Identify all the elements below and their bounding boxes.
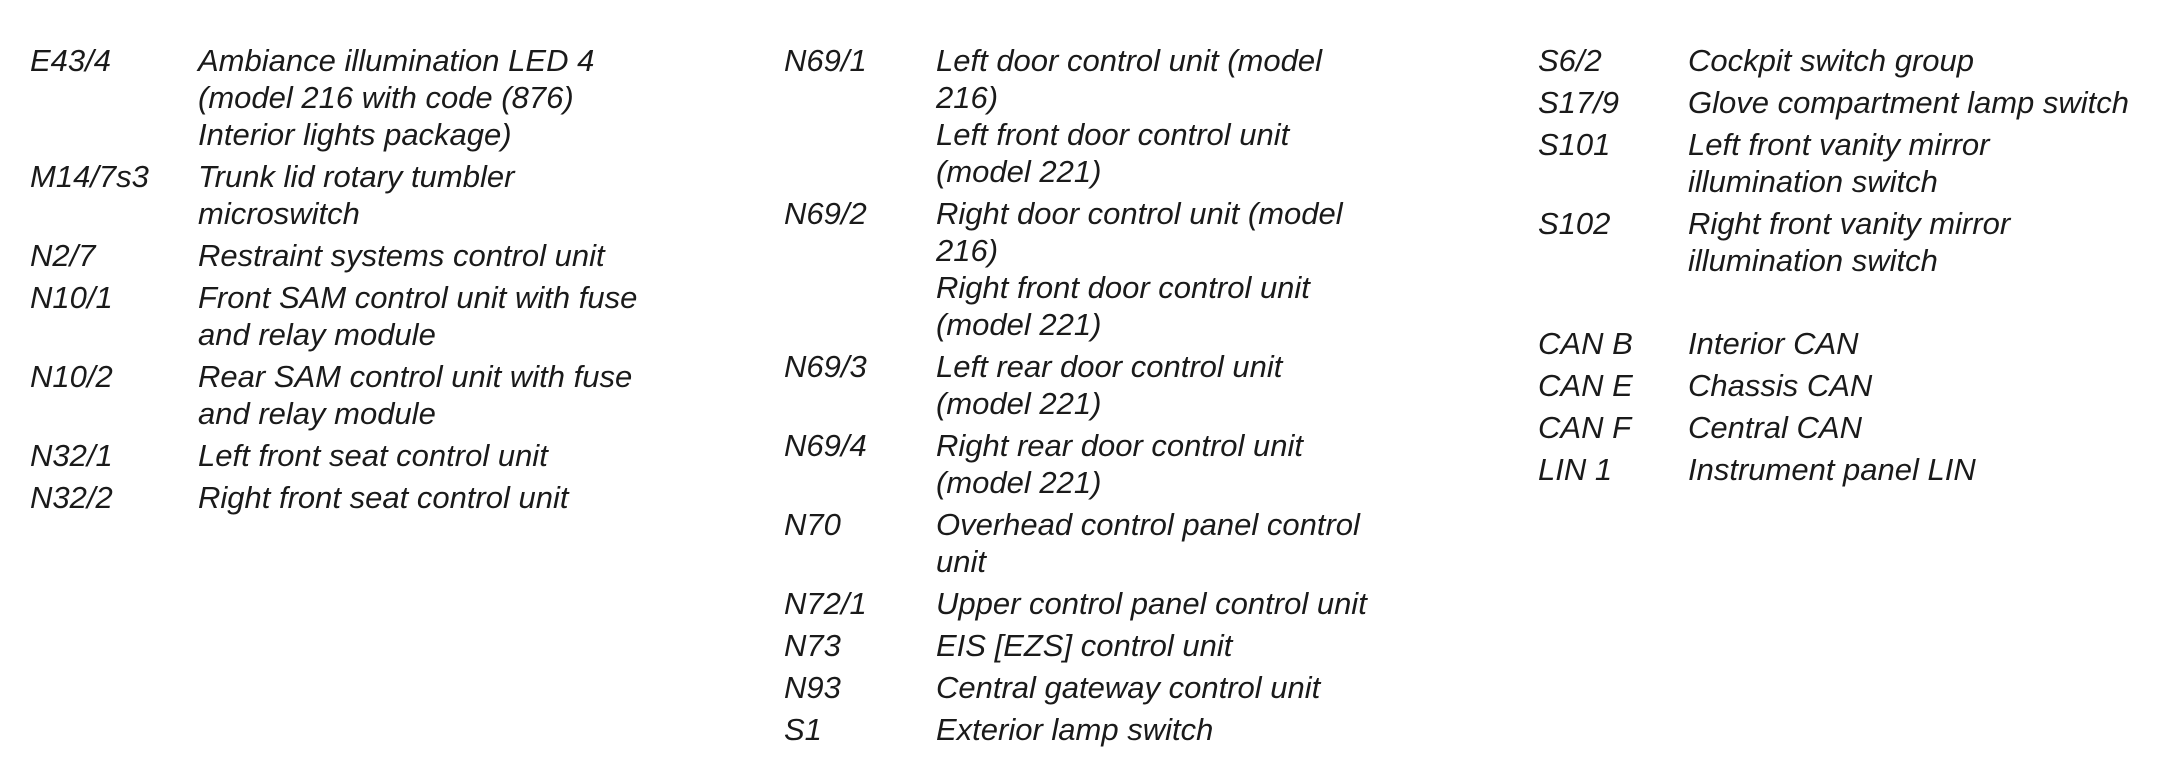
- description-line: Right door control unit (model: [936, 196, 1343, 231]
- legend-entry: [30, 358, 718, 432]
- component-code: S101: [1538, 127, 1611, 162]
- legend-column-1: [30, 42, 718, 516]
- component-description: [936, 711, 1456, 748]
- component-code: CAN E: [1538, 368, 1633, 403]
- description-line: unit: [936, 544, 986, 579]
- component-description: [1688, 367, 2178, 404]
- description-line: microswitch: [198, 196, 360, 231]
- legend-column-3: [1538, 42, 2178, 488]
- component-code: N69/1: [784, 43, 867, 78]
- component-description: [936, 195, 1456, 343]
- component-code: M14/7s3: [30, 159, 149, 194]
- description-line: Right rear door control unit: [936, 428, 1304, 463]
- description-line: Exterior lamp switch: [936, 712, 1214, 747]
- legend-entry: [30, 437, 718, 474]
- component-description: [936, 42, 1456, 190]
- component-description: [936, 669, 1456, 706]
- component-code: N69/4: [784, 428, 867, 463]
- description-line: Central gateway control unit: [936, 670, 1321, 705]
- component-code: N93: [784, 670, 841, 705]
- description-line: Glove compartment lamp switch: [1688, 85, 2130, 120]
- description-line: Left front door control unit: [936, 117, 1290, 152]
- legend-entry: [784, 627, 1456, 664]
- description-line: Trunk lid rotary tumbler: [198, 159, 515, 194]
- component-description: [936, 427, 1456, 501]
- component-code: E43/4: [30, 43, 112, 78]
- description-line: Chassis CAN: [1688, 368, 1873, 403]
- component-description: [936, 585, 1456, 622]
- description-line: (model 221): [936, 307, 1102, 342]
- component-description: [1688, 205, 2178, 279]
- legend-column-2: [784, 42, 1456, 748]
- component-code: S6/2: [1538, 43, 1602, 78]
- description-line: and relay module: [198, 396, 436, 431]
- component-code: N70: [784, 507, 841, 542]
- component-code: N72/1: [784, 586, 867, 621]
- description-line: Cockpit switch group: [1688, 43, 1975, 78]
- component-description: [1688, 409, 2178, 446]
- description-line: Ambiance illumination LED 4: [198, 43, 595, 78]
- description-line: Interior lights package): [198, 117, 512, 152]
- legend-entry: [1538, 84, 2178, 121]
- legend-entry: [30, 479, 718, 516]
- component-description: [1688, 126, 2178, 200]
- legend-entry: [30, 42, 718, 153]
- legend-entry: [1538, 126, 2178, 200]
- description-line: (model 221): [936, 386, 1102, 421]
- component-description: [1688, 84, 2178, 121]
- legend-entry: [784, 195, 1456, 343]
- description-line: Central CAN: [1688, 410, 1862, 445]
- component-description: [1688, 451, 2178, 488]
- description-line: Upper control panel control unit: [936, 586, 1367, 621]
- legend-entry: [784, 348, 1456, 422]
- component-code: N69/3: [784, 349, 867, 384]
- description-line: (model 221): [936, 154, 1102, 189]
- legend-entry: [1538, 42, 2178, 79]
- component-description: [198, 437, 718, 474]
- legend-entry: [1538, 205, 2178, 279]
- description-line: (model 216 with code (876): [198, 80, 574, 115]
- description-line: 216): [936, 80, 999, 115]
- legend-entry: [30, 158, 718, 232]
- description-line: EIS [EZS] control unit: [936, 628, 1233, 663]
- component-legend: [0, 42, 2178, 780]
- description-line: Left door control unit (model: [936, 43, 1322, 78]
- component-code: N73: [784, 628, 841, 663]
- component-code: S102: [1538, 206, 1611, 241]
- component-description: [936, 506, 1456, 580]
- component-description: [198, 237, 718, 274]
- component-code: S17/9: [1538, 85, 1620, 120]
- description-line: Rear SAM control unit with fuse: [198, 359, 633, 394]
- description-line: Interior CAN: [1688, 326, 1859, 361]
- component-description: [198, 479, 718, 516]
- description-line: (model 221): [936, 465, 1102, 500]
- legend-entry: [30, 279, 718, 353]
- component-code: N69/2: [784, 196, 867, 231]
- component-code: CAN F: [1538, 410, 1631, 445]
- component-code: N2/7: [30, 238, 96, 273]
- description-line: 216): [936, 233, 999, 268]
- bus-entry: [1538, 325, 2178, 362]
- description-line: Front SAM control unit with fuse: [198, 280, 638, 315]
- description-line: Right front seat control unit: [198, 480, 569, 515]
- description-line: Right front door control unit: [936, 270, 1310, 305]
- description-line: Right front vanity mirror: [1688, 206, 2011, 241]
- component-code: N32/2: [30, 480, 113, 515]
- description-line: Left front seat control unit: [198, 438, 548, 473]
- legend-entry: [784, 42, 1456, 190]
- bus-entry: [1538, 409, 2178, 446]
- component-description: [1688, 325, 2178, 362]
- component-description: [936, 627, 1456, 664]
- legend-entry: [784, 427, 1456, 501]
- legend-entry: [30, 237, 718, 274]
- description-line: Overhead control panel control: [936, 507, 1360, 542]
- description-line: Restraint systems control unit: [198, 238, 605, 273]
- legend-entry: [784, 711, 1456, 748]
- description-line: and relay module: [198, 317, 436, 352]
- component-description: [198, 279, 718, 353]
- legend-entry: [784, 585, 1456, 622]
- description-line: illumination switch: [1688, 243, 1938, 278]
- component-description: [936, 348, 1456, 422]
- component-code: N32/1: [30, 438, 113, 473]
- component-code: CAN B: [1538, 326, 1633, 361]
- component-code: LIN 1: [1538, 452, 1613, 487]
- component-code: S1: [784, 712, 822, 747]
- component-description: [198, 358, 718, 432]
- legend-entry: [784, 669, 1456, 706]
- component-code: N10/2: [30, 359, 113, 394]
- component-code: N10/1: [30, 280, 113, 315]
- description-line: Left rear door control unit: [936, 349, 1283, 384]
- description-line: illumination switch: [1688, 164, 1938, 199]
- component-description: [198, 158, 718, 232]
- component-description: [1688, 42, 2178, 79]
- legend-entry: [784, 506, 1456, 580]
- bus-entry: [1538, 451, 2178, 488]
- component-description: [198, 42, 718, 153]
- bus-entry: [1538, 367, 2178, 404]
- description-line: Left front vanity mirror: [1688, 127, 1990, 162]
- section-gap: [1538, 279, 2178, 325]
- description-line: Instrument panel LIN: [1688, 452, 1976, 487]
